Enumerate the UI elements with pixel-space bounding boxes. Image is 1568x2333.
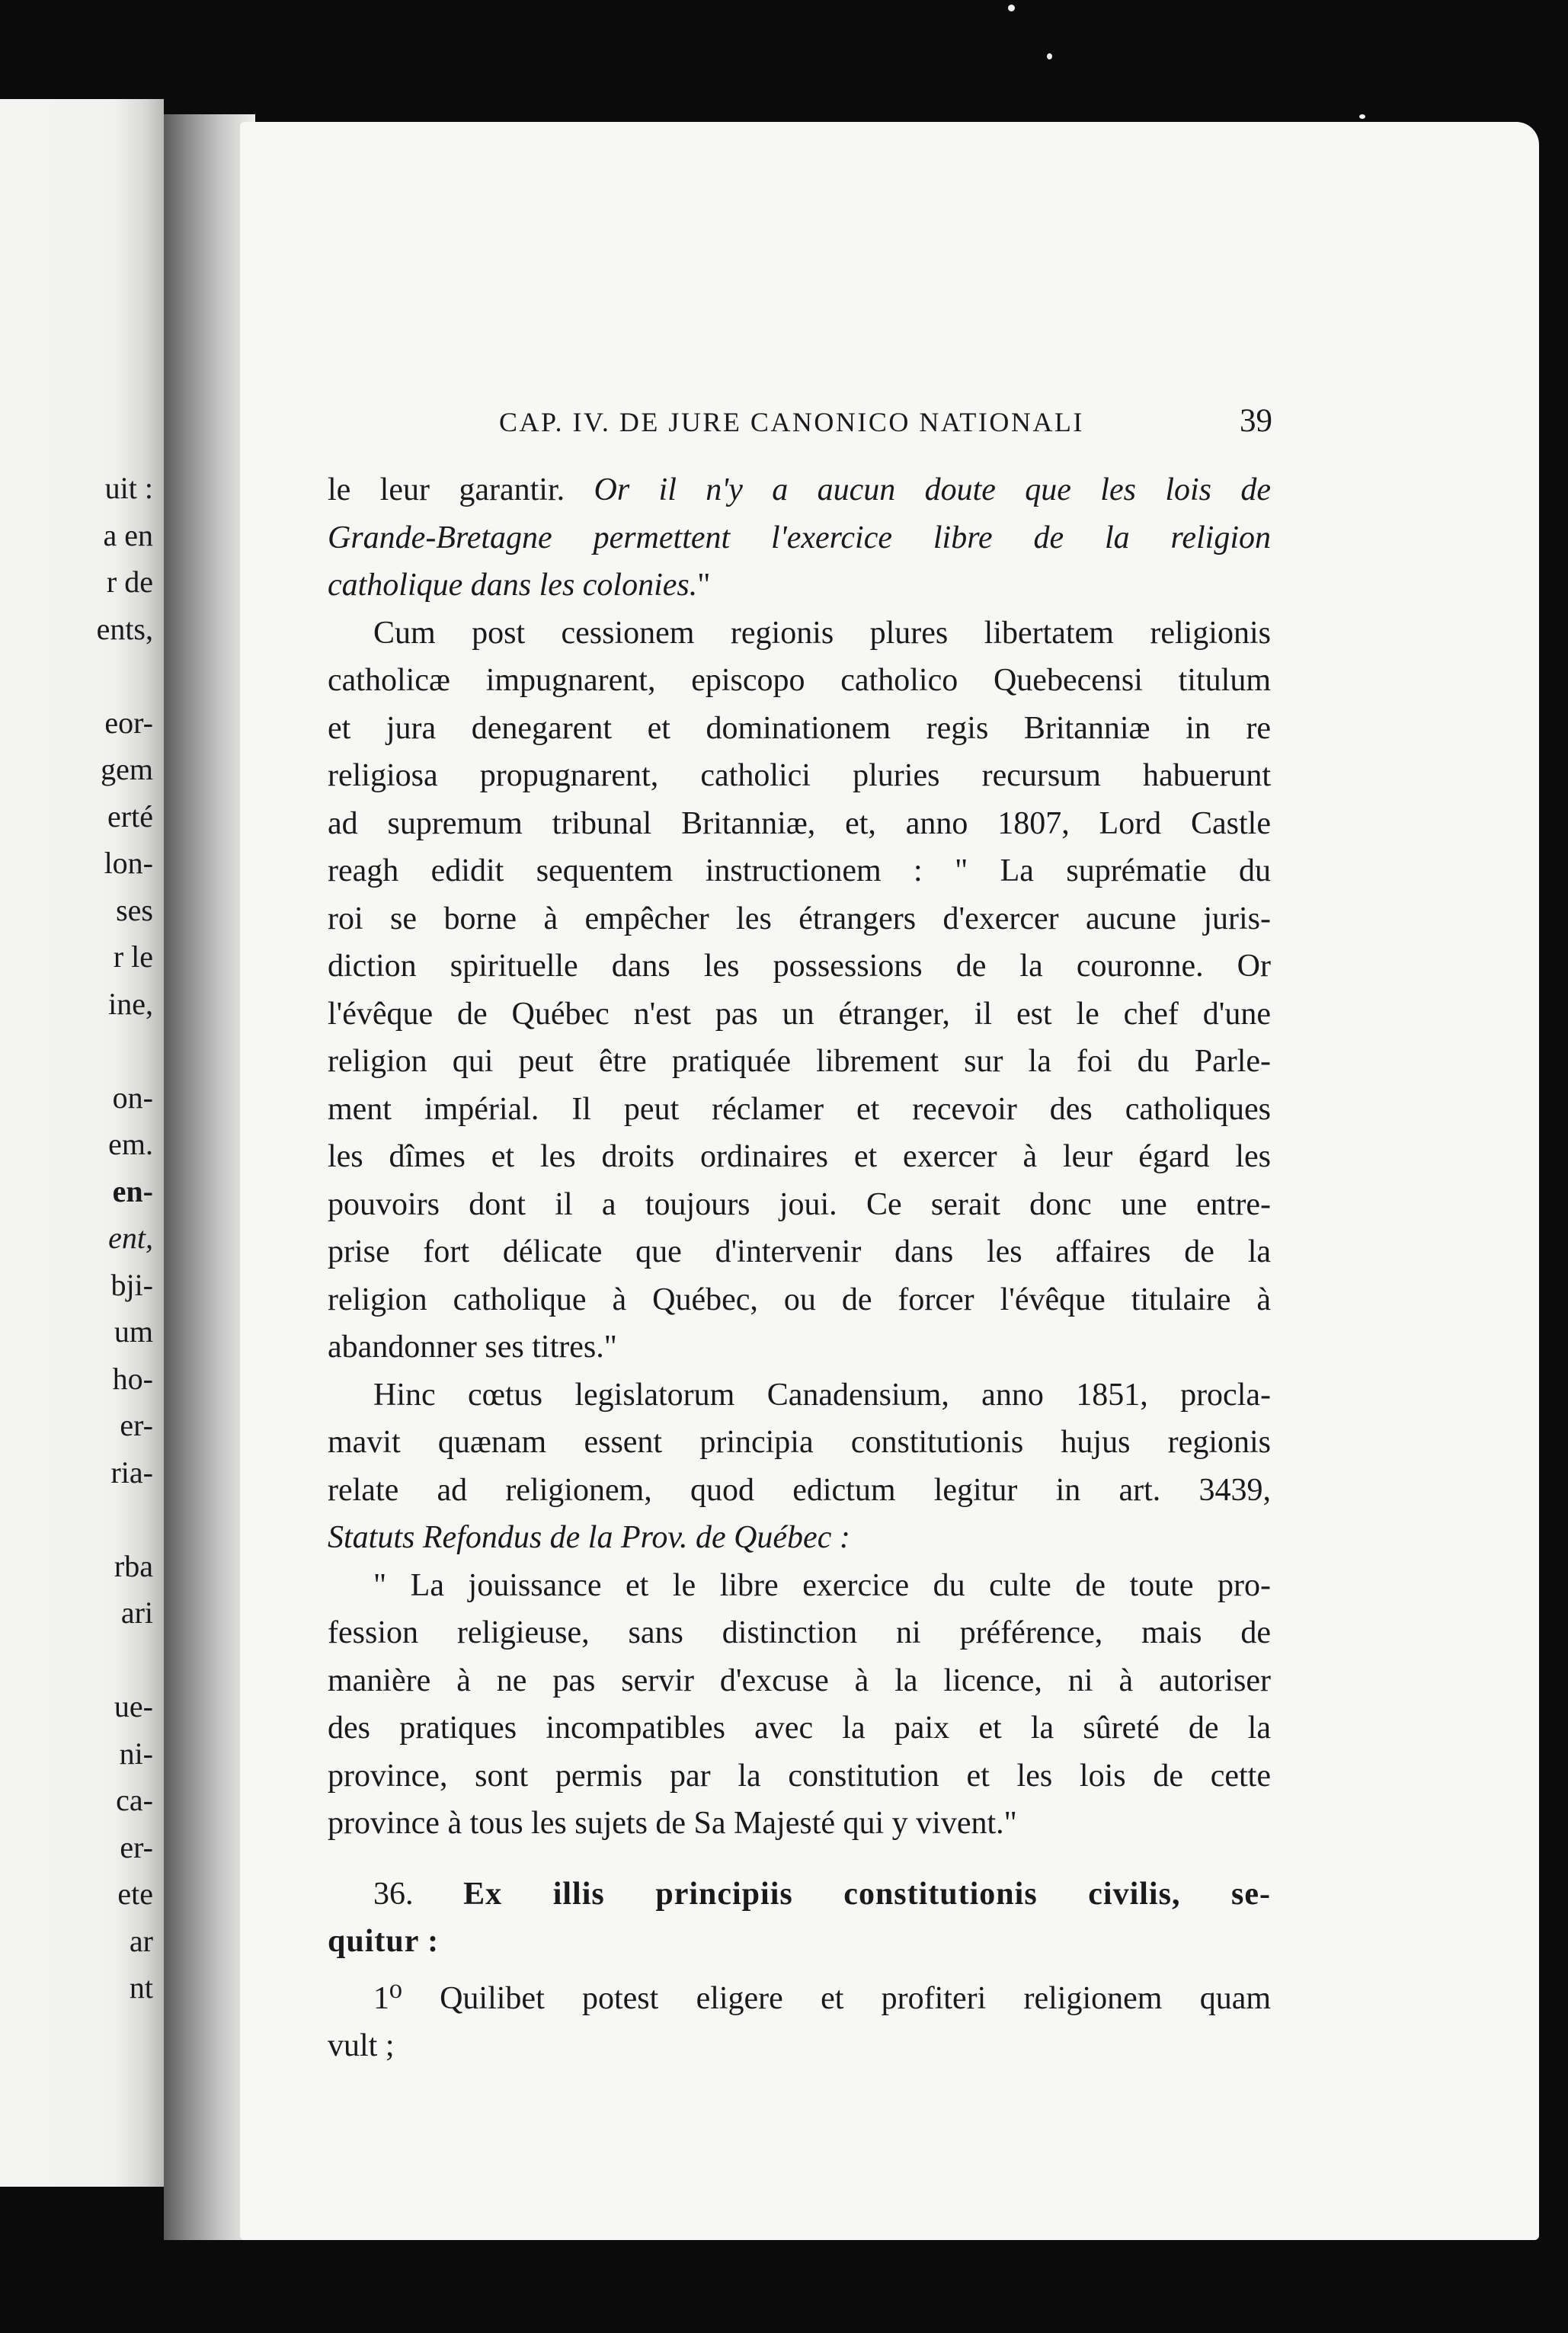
facing-page-fragment: ari: [120, 1595, 153, 1630]
text-line: manière à ne pas servir d'excuse à la licence, ni à autoriser: [328, 1663, 1271, 1698]
facing-page-fragment: lon-: [104, 846, 153, 880]
text-line: relate ad religionem, quod edictum legitur in art. 3439,: [328, 1472, 1271, 1508]
facing-page-fragment: a en: [103, 517, 153, 552]
scan-speck: [1047, 53, 1052, 59]
running-head: [499, 402, 1272, 440]
text-line: Grande-Bretagne permettent l'exercice libre de la religion: [328, 520, 1271, 555]
facing-page: [0, 99, 164, 2187]
facing-page-fragment: uit :: [104, 471, 153, 505]
facing-page-fragment: nt: [129, 1970, 153, 2005]
text-line: religiosa propugnarent, catholici pluries recursum habuerunt: [328, 758, 1271, 793]
text-line: mavit quænam essent principia constitutionis hujus regionis: [328, 1425, 1271, 1460]
paragraph-hinc: [328, 1371, 1271, 1515]
text-line: religion catholique à Québec, ou de forcer l'évêque titulaire à: [328, 1282, 1271, 1317]
text-line: des pratiques incompatibles avec la paix et la sûreté de la: [328, 1711, 1271, 1746]
text-line: roi se borne à empêcher les étrangers d'exercer aucune juris-: [328, 901, 1271, 936]
text-line: Statuts Refondus de la Prov. de Québec :: [328, 1520, 850, 1555]
facing-page-fragment: ue-: [114, 1689, 153, 1723]
facing-page-fragment: erté: [107, 798, 153, 834]
text-line: diction spirituelle dans les possessions de la couronne. Or: [328, 949, 1271, 984]
facing-page-fragment: ine,: [108, 986, 153, 1021]
facing-page-fragment: [97, 652, 153, 699]
text-line: ment impérial. Il peut réclamer et recevoir des catholiques: [328, 1091, 1271, 1127]
facing-page-fragment: [97, 1637, 153, 1684]
page-number: 39: [1240, 403, 1272, 439]
text-line: prise fort délicate que d'intervenir dans les affaires de la: [328, 1234, 1271, 1269]
facing-page-fragment: ent,: [108, 1221, 153, 1255]
facing-page-fragment: um: [114, 1314, 153, 1349]
text-line: les dîmes et les droits ordinaires et exercer à leur égard les: [328, 1139, 1271, 1174]
scan-speck: [1008, 5, 1015, 11]
text-line: 1⁰ Quilibet potest eligere et profiteri religionem quam: [373, 1980, 1271, 2016]
facing-page-fragment: [97, 1496, 153, 1543]
text-line: vult ;: [328, 2028, 395, 2063]
text-line: ad supremum tribunal Britanniæ, et, anno 1807, Lord Castle: [328, 805, 1271, 841]
facing-page-text: [97, 465, 153, 2011]
text-line: Cum post cessionem regionis plures libertatem religionis: [373, 615, 1271, 651]
facing-page-fragment: ria-: [110, 1455, 153, 1490]
running-title: CAP. IV. DE JURE CANONICO NATIONALI: [499, 407, 1084, 437]
scan-speck: [1359, 114, 1365, 119]
text-line: catholicæ impugnarent, episcopo catholico Quebecensi titulum: [328, 663, 1271, 698]
facing-page-fragment: en-: [112, 1173, 153, 1208]
text-line: " La jouissance et le libre exercice du culte de toute pro-: [373, 1567, 1271, 1603]
text-line: religion qui peut être pratiquée librement sur la foi du Parle-: [328, 1044, 1271, 1079]
text-line: catholique dans les colonies.": [328, 568, 711, 603]
facing-page-fragment: eor-: [104, 705, 153, 740]
facing-page-fragment: r de: [106, 565, 153, 599]
paragraph-quotation: [328, 1562, 1271, 1848]
facing-page-fragment: er-: [120, 1829, 153, 1864]
facing-page-fragment: bji-: [110, 1267, 153, 1302]
facing-page-fragment: ho-: [112, 1361, 153, 1396]
text-line: reagh edidit sequentem instructionem : " La suprématie du: [328, 853, 1271, 888]
facing-page-fragment: ses: [116, 892, 153, 927]
facing-page-fragment: r le: [113, 939, 153, 974]
text-line: et jura denegarent et dominationem regis Britanniæ in re: [328, 710, 1271, 746]
text-line: province à tous les sujets de Sa Majesté qui y vivent.": [328, 1806, 1017, 1841]
section-heading-cont: quitur :: [328, 1924, 440, 1959]
facing-page-fragment: ents,: [96, 611, 153, 646]
facing-page-fragment: ni-: [119, 1736, 153, 1771]
text-line: Hinc cœtus legislatorum Canadensium, anno 1851, procla-: [373, 1377, 1271, 1413]
body-text: [328, 466, 1271, 2070]
facing-page-fragment: er-: [120, 1408, 153, 1442]
paragraph-castlereagh: [328, 610, 1271, 1371]
facing-page-fragment: em.: [108, 1127, 153, 1161]
text-line: fession religieuse, sans distinction ni préférence, mais de: [328, 1615, 1271, 1650]
facing-page-fragment: [97, 1027, 153, 1074]
text-line: le leur garantir. Or il n'y a aucun doute que les lois de: [328, 472, 1272, 507]
text-line: province, sont permis par la constitution et les lois de cette: [328, 1758, 1271, 1794]
text-line: l'évêque de Québec n'est pas un étranger, il est le chef d'une: [328, 996, 1271, 1032]
section-heading: 36. Ex illis principiis constitutionis civilis, se-: [373, 1876, 1272, 1912]
facing-page-fragment: on-: [112, 1080, 153, 1115]
facing-page-fragment: ar: [129, 1923, 153, 1958]
text-line: abandonner ses titres.": [328, 1330, 617, 1365]
facing-page-fragment: ca-: [116, 1783, 153, 1817]
facing-page-fragment: rba: [114, 1548, 153, 1583]
facing-page-fragment: gem: [101, 752, 153, 786]
facing-page-fragment: ete: [117, 1877, 153, 1911]
text-line: pouvoirs dont il a toujours joui. Ce serait donc une entre-: [328, 1186, 1271, 1222]
